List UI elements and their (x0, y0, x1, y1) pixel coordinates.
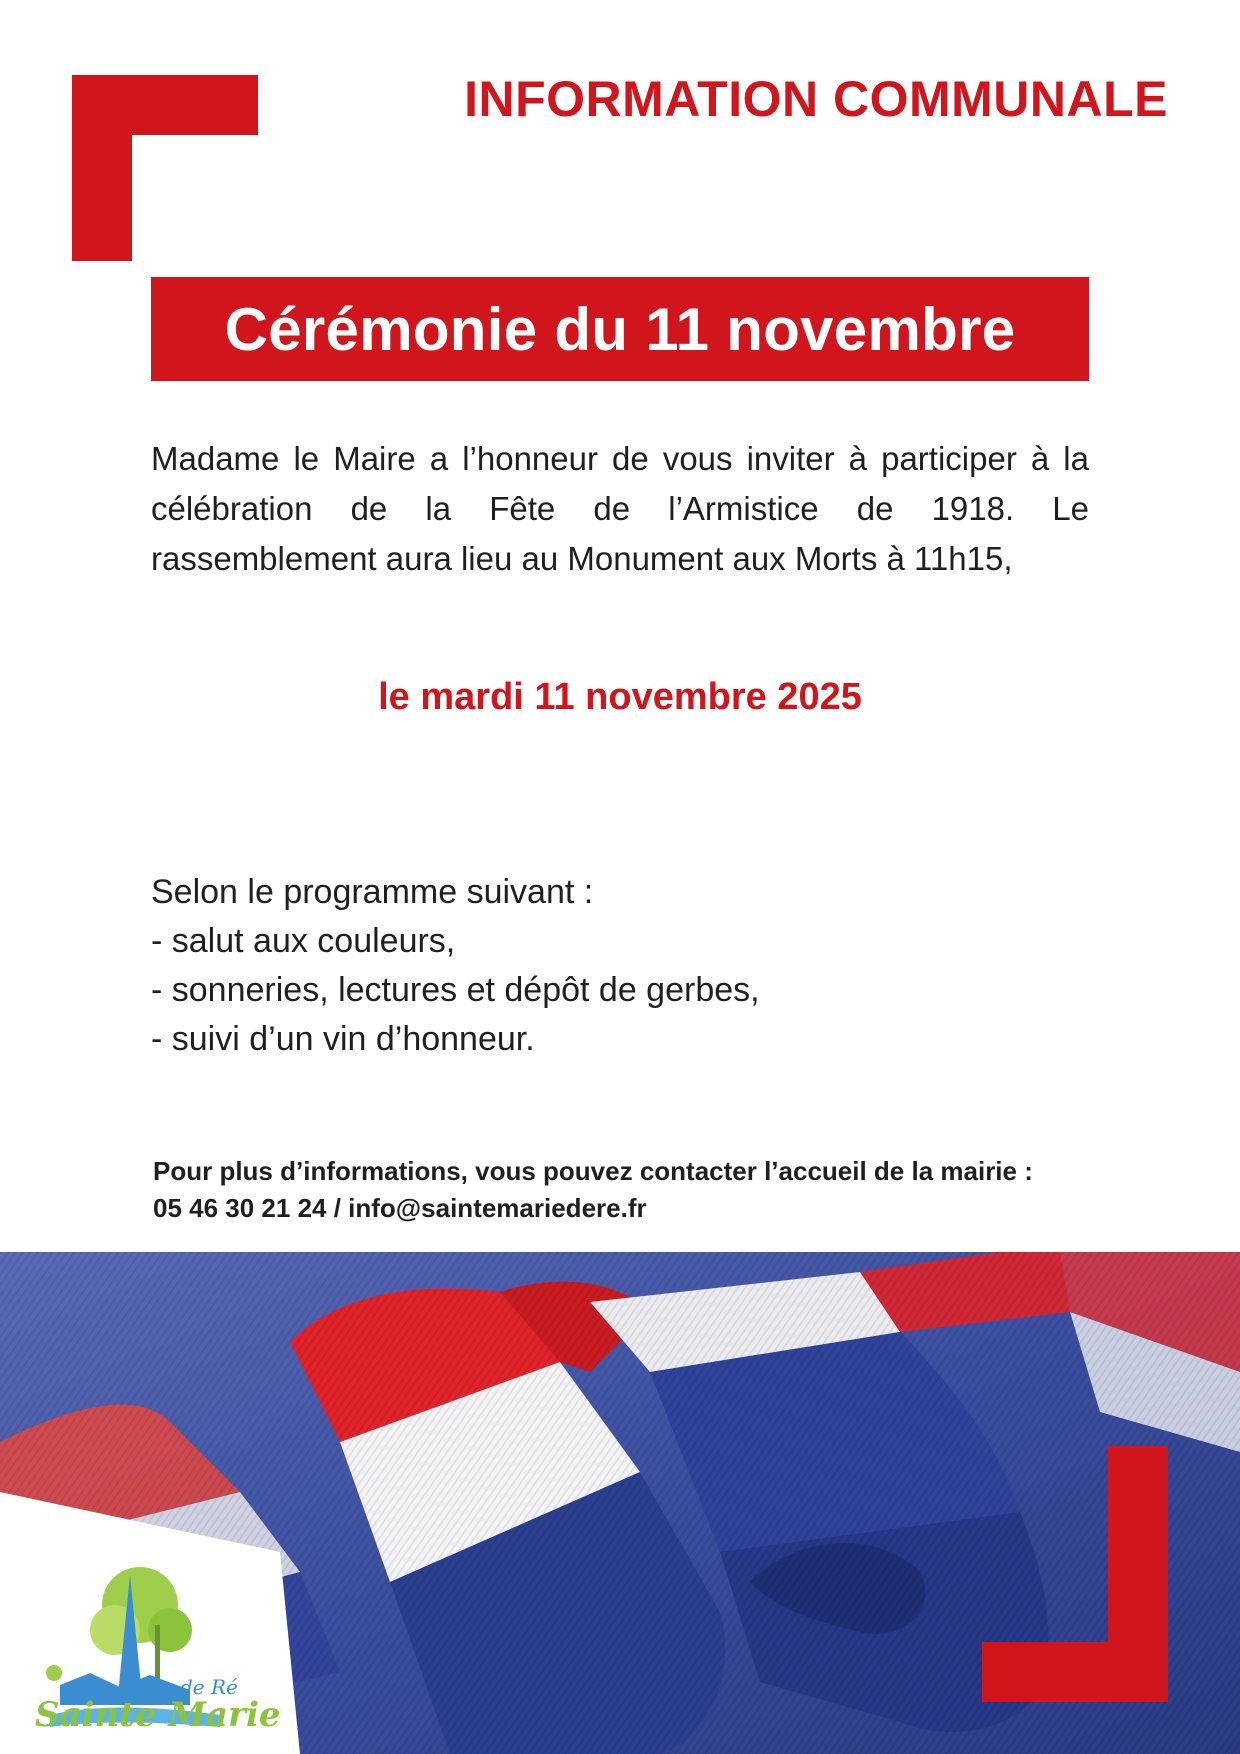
program-item: - suivi d’un vin d’honneur. (151, 1020, 535, 1058)
contact-phone-email: 05 46 30 21 24 / info@saintemariedere.fr (153, 1193, 647, 1223)
page-title: Cérémonie du 11 novembre (224, 295, 1016, 363)
event-date: le mardi 11 novembre 2025 (378, 676, 862, 718)
program-item: - sonneries, lectures et dépôt de gerbes, (151, 971, 760, 1009)
corner-decoration-top-left (72, 75, 258, 261)
program-section (151, 868, 760, 1064)
program-heading: Selon le programme suivant : (151, 873, 594, 911)
contact-info (153, 1153, 1033, 1227)
program-item: - salut aux couleurs, (151, 922, 456, 960)
logo-suffix: de Ré (180, 1675, 238, 1699)
title-banner (151, 277, 1089, 381)
logo-name: Sainte Marie (35, 1695, 281, 1735)
town-logo (30, 1555, 281, 1740)
contact-line: Pour plus d’informations, vous pouvez contacter l’accueil de la mairie : (153, 1156, 1033, 1186)
header-title: INFORMATION COMMUNALE (464, 71, 1168, 127)
intro-paragraph: Madame le Maire a l’honneur de vous inviter à participer à la célébration de la Fête de l’Armistice de 1918. Le rassemblement aura lieu au Monument aux Morts à 11h15, (151, 440, 1089, 577)
